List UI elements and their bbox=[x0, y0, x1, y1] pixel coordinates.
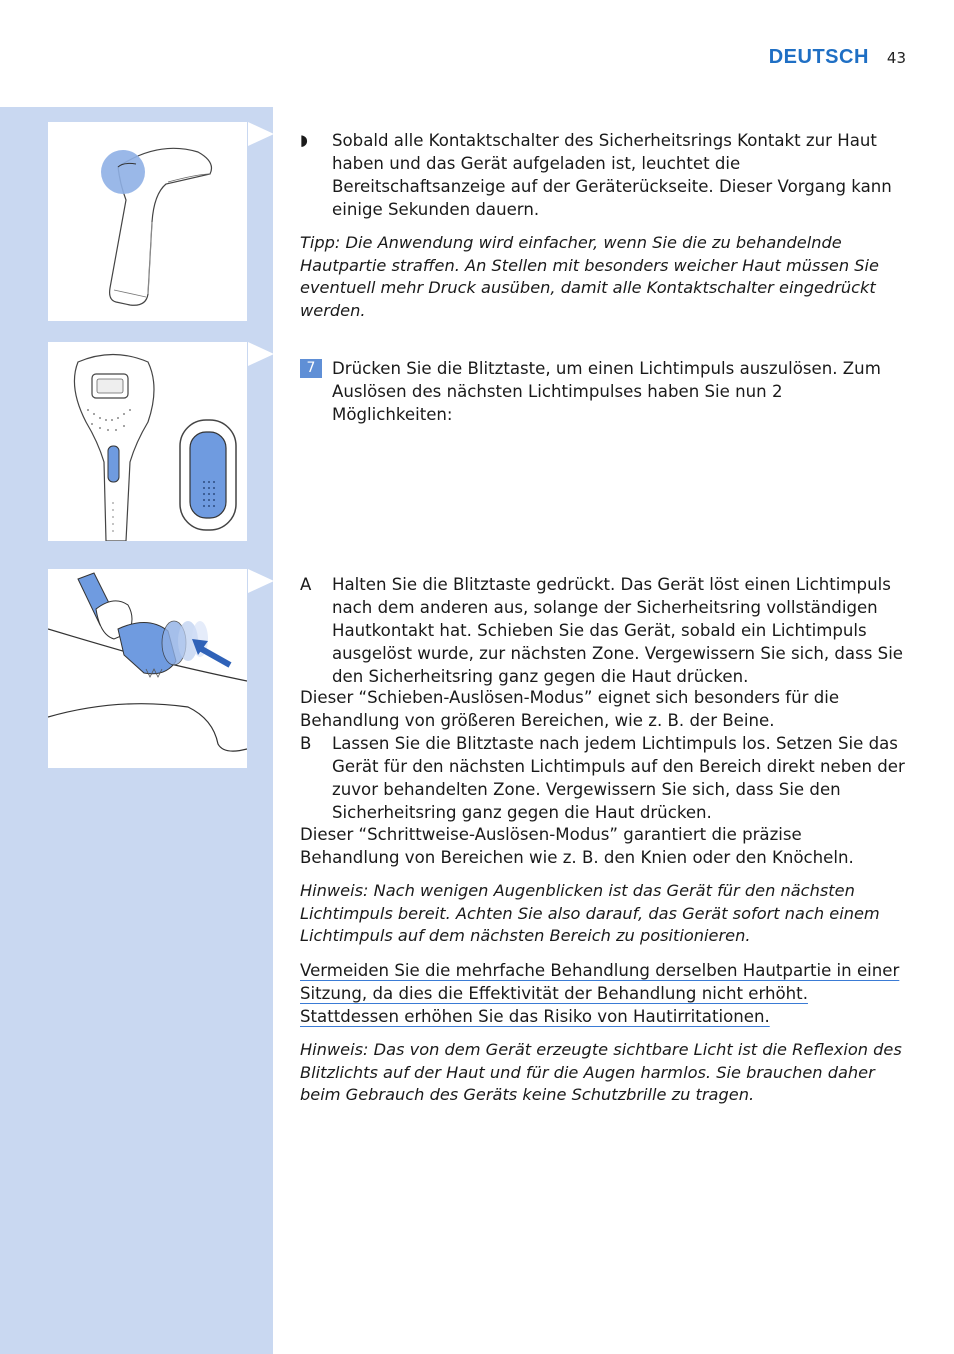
figure-flash-button bbox=[48, 342, 247, 541]
option-letter: B bbox=[300, 734, 312, 753]
bullet-icon: ◗ bbox=[300, 131, 308, 149]
figure-pointer bbox=[248, 569, 274, 593]
option-b bbox=[300, 732, 906, 824]
figure-device-on-leg bbox=[48, 569, 247, 768]
hint-note-2: Hinweis: Das von dem Gerät erzeugte sichtbare Licht ist die Reflexion des Blitzlichts auf der Haut und für die Augen harmlos. Sie brauchen daher beim Gebrauch des Geräts keine Schutzbrille zu tragen. bbox=[300, 1040, 902, 1104]
tip-note: Tipp: Die Anwendung wird einfacher, wenn Sie die zu behandelnde Hautpartie straffen. An Stellen mit besonders weicher Haut müssen Sie eventuell mehr Druck ausüben, damit alle Kontaktschalter eingedrückt werden. bbox=[300, 233, 879, 320]
figure-pointer bbox=[248, 122, 274, 146]
option-text: Halten Sie die Blitztaste gedrückt. Das Gerät löst einen Lichtimpuls nach dem anderen aus, solange der Sicherheitsring vollständigen Hautkontakt hat. Schieben Sie das Gerät, sobald ein Lichtimpuls ausgelöst wurde, zur nächsten Zone. Vergewissern Sie sich, dass Sie den Sicherheitsring ganz gegen die Haut drücken. bbox=[332, 575, 904, 686]
option-b-note: Dieser “Schrittweise-Auslösen-Modus” garantiert die präzise Behandlung von Bereichen wie z. B. den Knien oder den Knöcheln. bbox=[300, 825, 854, 867]
device-side-illustration bbox=[48, 122, 247, 321]
step-text: Drücken Sie die Blitztaste, um einen Lichtimpuls auszulösen. Zum Auslösen des nächsten Lichtimpulses haben Sie nun 2 Möglichkeiten: bbox=[332, 359, 881, 424]
option-letter: A bbox=[300, 575, 312, 594]
step-7 bbox=[300, 357, 906, 426]
step-number-badge: 7 bbox=[300, 359, 322, 378]
bullet-text: Sobald alle Kontaktschalter des Sicherheitsrings Kontakt zur Haut haben und das Gerät aufgeladen ist, leuchtet die Bereitschaftsanzeige auf der Geräterückseite. Dieser Vorgang kann einige Sekunden dauern. bbox=[332, 131, 892, 219]
language-label: DEUTSCH bbox=[768, 46, 869, 68]
page-number: 43 bbox=[886, 49, 906, 67]
figure-device-ready-indicator bbox=[48, 122, 247, 321]
page-header bbox=[769, 46, 906, 69]
leg-treatment-illustration bbox=[48, 569, 247, 768]
bullet-ready-indicator bbox=[300, 129, 906, 221]
option-a bbox=[300, 573, 906, 688]
option-text: Lassen Sie die Blitztaste nach jedem Lichtimpuls los. Setzen Sie das Gerät für den nächsten Lichtimpuls auf den Bereich direkt neben der zuvor behandelten Zone. Vergewissern Sie sich, dass Sie den Sicherheitsring ganz gegen die Haut drücken. bbox=[332, 734, 905, 822]
device-front-illustration bbox=[48, 342, 247, 541]
option-a-note: Dieser “Schieben-Auslösen-Modus” eignet sich besonders für die Behandlung von größeren Bereichen, wie z. B. der Beine. bbox=[300, 688, 840, 730]
hint-note-1: Hinweis: Nach wenigen Augenblicken ist das Gerät für den nächsten Lichtimpuls bereit. Achten Sie also darauf, das Gerät sofort nach einem Lichtimpuls auf dem nächsten Bereich zu positionieren. bbox=[300, 881, 880, 945]
warning-text: Vermeiden Sie die mehrfache Behandlung derselben Hautpartie in einer Sitzung, da dies die Effektivität der Behandlung nicht erhöht. Stattdessen erhöhen Sie das Risiko von Hautirritationen. bbox=[300, 961, 900, 1026]
figure-pointer bbox=[248, 342, 274, 366]
